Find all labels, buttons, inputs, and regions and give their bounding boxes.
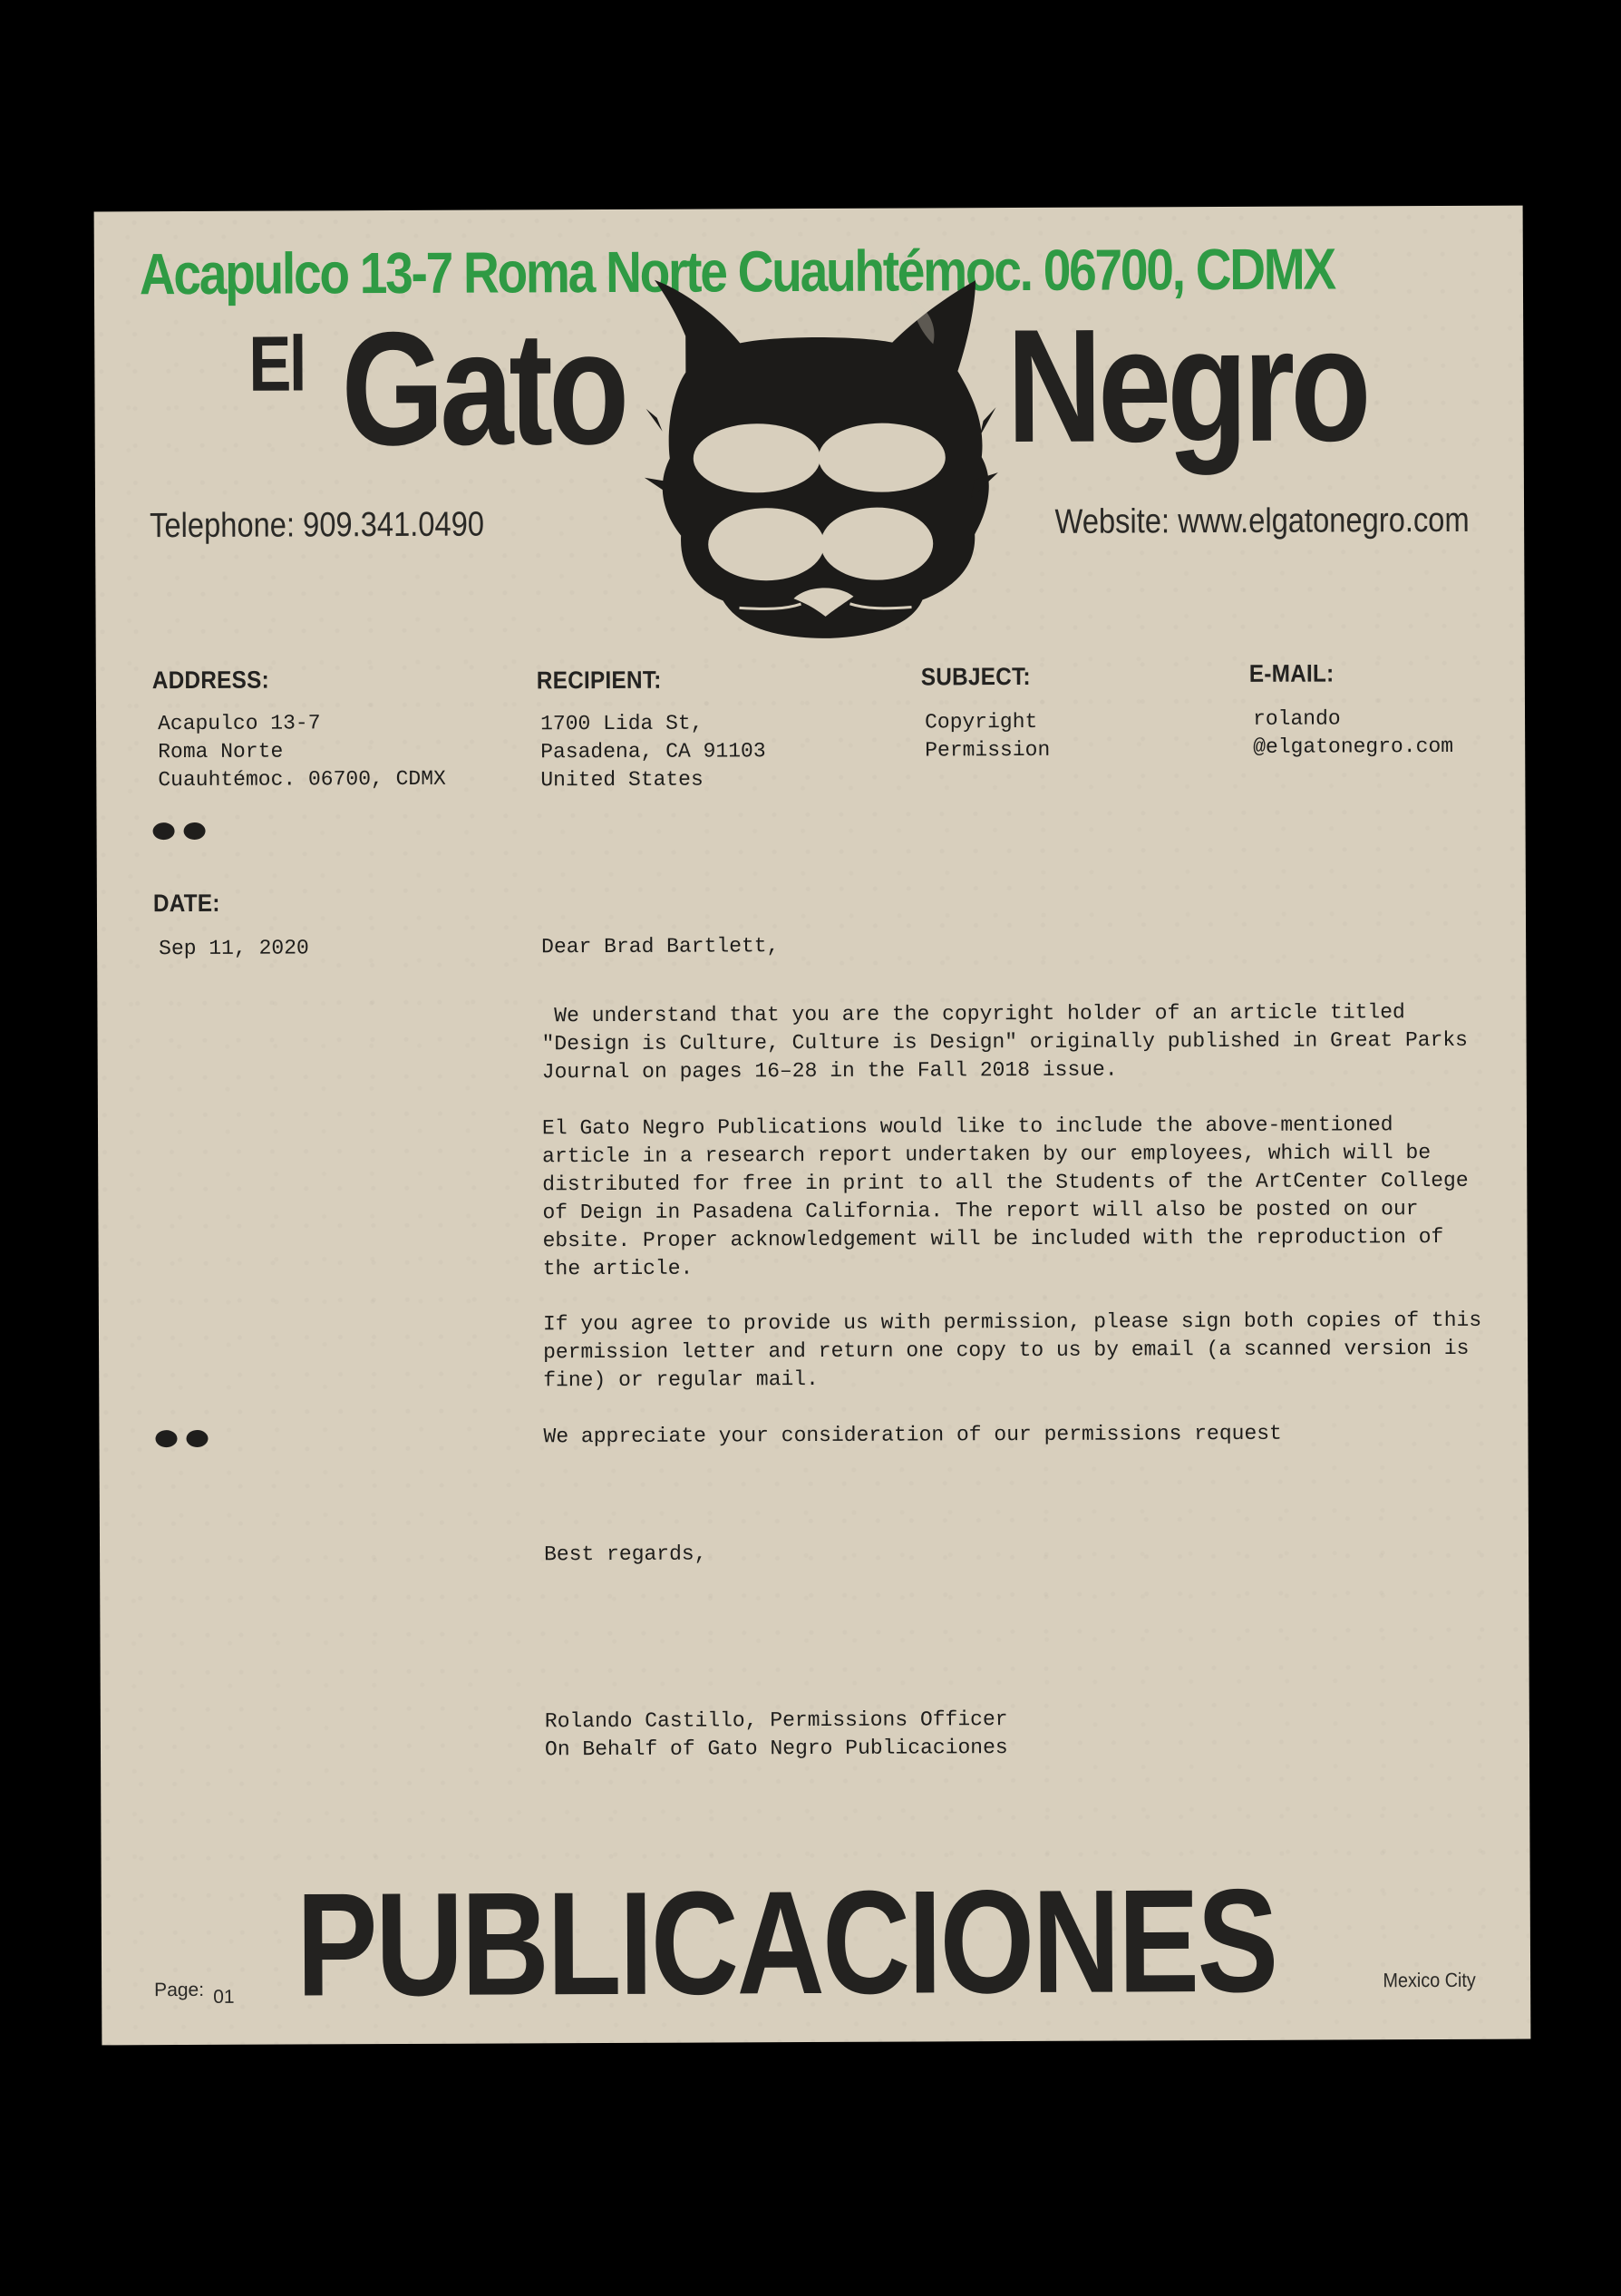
email-label: E-MAIL:: [1248, 659, 1335, 687]
recipient-value: 1700 Lida St, Pasadena, CA 91103 United States: [540, 711, 766, 793]
subject-label: SUBJECT:: [920, 662, 1031, 691]
bullet-dots: [153, 821, 209, 842]
email-value[interactable]: rolando @elgatonegro.com: [1252, 706, 1454, 759]
paragraph-4: We appreciate your consideration of our permissions request: [543, 1421, 1282, 1449]
brand-el: El: [248, 320, 306, 408]
city-label: Mexico City: [1383, 1968, 1477, 1992]
closing: Best regards,: [544, 1542, 707, 1567]
date-value: Sep 11, 2020: [159, 936, 309, 961]
bullet-dots: [155, 1428, 211, 1450]
address-value: Acapulco 13-7 Roma Norte Cuauhtémoc. 06700, CDMX: [158, 711, 446, 793]
paragraph-3: If you agree to provide us with permission, please sign both copies of this permission letter and return one copy to us by email (a scanned version is fine) or regular mail.: [542, 1308, 1482, 1393]
footer-wordmark: PUBLICACIONES: [296, 1858, 1277, 2028]
recipient-label: RECIPIENT:: [536, 666, 662, 695]
paragraph-2: El Gato Negro Publications would like to include the above-mentioned article in a research report undertaken by our employees, which will be distributed for free in print to all the Students of the ArtCenter College of Deign in Pasadena California. The report will also be posted on our ebsite. Proper acknowledgement will be included with the reproduction of the article.: [541, 1113, 1469, 1281]
website-link[interactable]: Website: www.elgatonegro.com: [1054, 501, 1471, 541]
signature: Rolando Castillo, Permissions Officer On Behalf of Gato Negro Publicaciones: [544, 1707, 1008, 1762]
brand-gato: Gato: [341, 297, 626, 480]
telephone: Telephone: 909.341.0490: [150, 505, 485, 546]
page-label: Page:: [154, 1979, 205, 2001]
header-address: Acapulco 13-7 Roma Norte Cuauhtémoc. 06700, CDMX: [139, 236, 1335, 307]
black-cat-mask-icon: [638, 271, 1003, 645]
paragraph-1: We understand that you are the copyright holder of an article titled "Design is Culture, Culture is Design" originally published in Great Parks Journal on pages 16–28 in the Fall 2018 issue.: [541, 1000, 1469, 1085]
page-number: 01: [213, 1986, 235, 2008]
subject-value: Copyright Permission: [925, 709, 1051, 763]
address-label: ADDRESS:: [151, 666, 269, 695]
salutation: Dear Brad Bartlett,: [541, 934, 780, 959]
date-label: DATE:: [152, 889, 220, 918]
brand-negro: Negro: [1006, 294, 1367, 477]
letterhead-paper: [94, 206, 1531, 2046]
